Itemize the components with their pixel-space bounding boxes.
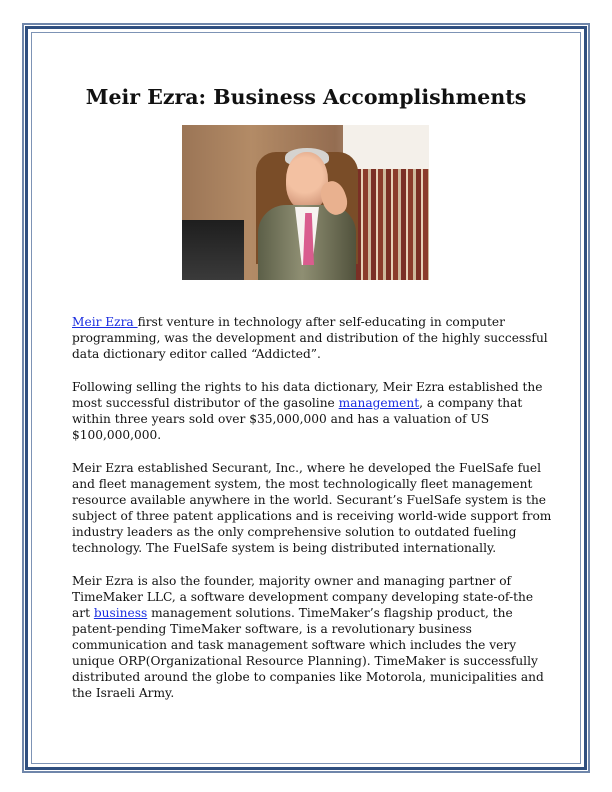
paragraph-text: , a company that within three years sold over $35,000,000 and has a valuation of US $100,000,000. xyxy=(72,396,523,442)
article-body xyxy=(72,314,554,701)
paragraph-text: first venture in technology after self-educating in computer programming, was the development and distribution of the highly successful data dictionary editor called “Addicted”. xyxy=(72,315,548,361)
paragraph-text: Following selling the rights to his data dictionary, Meir Ezra established the most successful distributor of the gasoline xyxy=(72,380,543,410)
profile-photo xyxy=(182,125,429,280)
business-link[interactable]: business xyxy=(93,606,148,620)
paragraph-distributor xyxy=(72,379,554,443)
management-link[interactable]: management xyxy=(338,396,420,410)
paragraph-text: management solutions. TimeMaker’s flagship product, the patent-pending TimeMaker software, is a revolutionary business communication and task management software which includes the very unique ORP(Organizational Resource Planning). TimeMaker is successfully distributed around the globe to companies like Motorola, municipalities and the Israeli Army. xyxy=(72,606,544,700)
page-title: Meir Ezra: Business Accomplishments xyxy=(85,84,527,109)
paragraph-timemaker xyxy=(72,573,554,701)
paragraph-securant: Meir Ezra established Securant, Inc., where he developed the FuelSafe fuel and fleet management system, the most technologically fleet management resource available anywhere in the world. Securant’s FuelSafe system is the subject of three patent applications and is receiving world-wide support from industry leaders as the only comprehensive solution to outdated fueling technology. The FuelSafe system is being distributed internationally. xyxy=(72,461,552,555)
meir-ezra-link[interactable]: Meir Ezra xyxy=(72,315,138,329)
paragraph-text: Meir Ezra is also the founder, majority owner and managing partner of TimeMaker LLC, a software development company developing state-of-the art xyxy=(72,574,534,620)
paragraph-first-venture xyxy=(72,314,554,362)
photo-desk xyxy=(182,220,244,280)
